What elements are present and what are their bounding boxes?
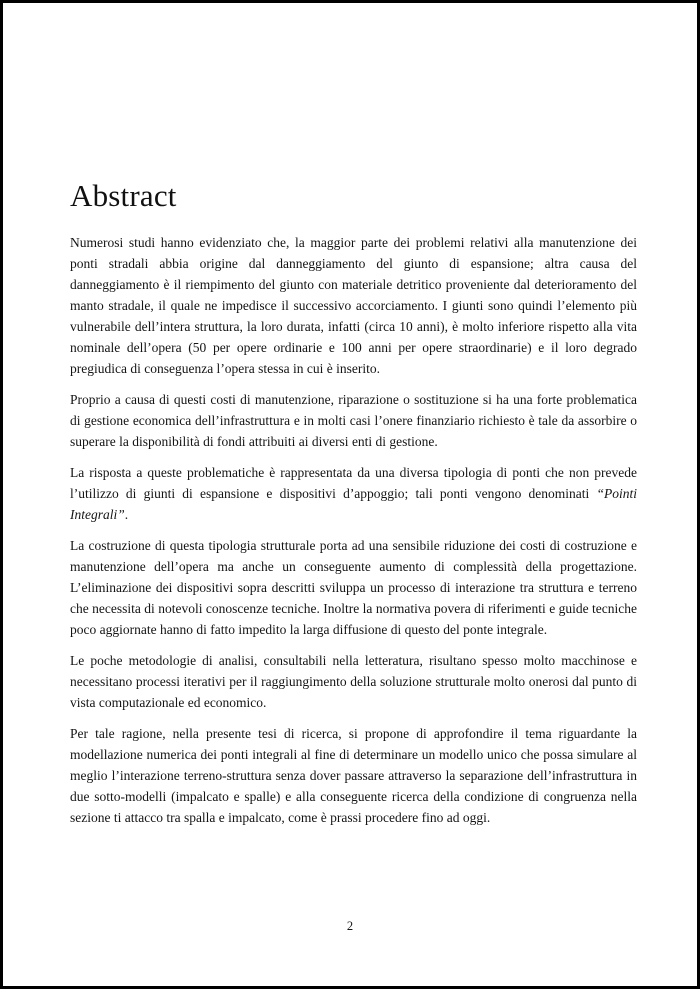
page-number: 2	[346, 919, 354, 933]
paragraph-2: Proprio a causa di questi costi di manutenzione, riparazione o sostituzione si ha una forte problematica di gestione economica dell’infrastruttura e in molti casi l’onere finanziario richiesto è tale da assorbire o superare la disponibilità di fondi attribuiti ai diversi enti di gestione.	[70, 392, 637, 449]
page-title: Abstract	[70, 178, 177, 213]
paragraph-5: Le poche metodologie di analisi, consultabili nella letteratura, risultano spesso molto macchinose e necessitano processi iterativi per il raggiungimento della soluzione strutturale molto onerosi dal punto di vista computazionale ed economico.	[70, 653, 637, 710]
paragraph-3	[70, 462, 637, 525]
paragraph-6: Per tale ragione, nella presente tesi di ricerca, si propone di approfondire il tema riguardante la modellazione numerica dei ponti integrali al fine di determinare un modello unico che possa simulare al meglio l’interazione terreno-struttura senza dover passare attraverso la separazione dell’infrastruttura in due sotto-modelli (impalcato e spalle) e alla conseguente ricerca della condizione di congruenza nella sezione ti attacco tra spalla e impalcato, come è prassi procedere fino ad oggi.	[70, 726, 637, 825]
page-content	[70, 3, 637, 838]
italic-term-pointi-integrali: “Pointi Integrali”	[70, 486, 637, 522]
paragraph-1: Numerosi studi hanno evidenziato che, la maggior parte dei problemi relativi alla manutenzione dei ponti stradali abbia origine dal danneggiamento del giunto di espansione; altra causa del danneggiamento è il riempimento del giunto con materiale detritico proveniente dal deterioramento del manto stradale, il quale ne impedisce il successivo accorciamento. I giunti sono quindi l’elemento più vulnerabile dell’intera struttura, la loro durata, infatti (circa 10 anni), è molto inferiore rispetto alla vita nominale dell’opera (50 per opere ordinarie e 100 anni per opere straordinarie) e il loro degrado pregiudica di conseguenza l’opera stessa in cui è inserito.	[70, 235, 637, 376]
paragraph-3-text: La risposta a queste problematiche è rappresentata da una diversa tipologia di ponti che non prevede l’utilizzo di giunti di espansione e dispositivi d’appoggio; tali ponti vengono denominati	[70, 465, 637, 501]
paragraph-3-period: .	[124, 507, 129, 522]
paragraph-4: La costruzione di questa tipologia strutturale porta ad una sensibile riduzione dei costi di costruzione e manutenzione dell’opera ma anche un conseguente aumento di complessità della progettazione. L’eliminazione dei dispositivi sopra descritti sviluppa un processo di interazione tra struttura e terreno che necessita di notevoli conoscenze tecniche. Inoltre la normativa povera di riferimenti e guide tecniche poco aggiornate hanno di fatto impedito la larga diffusione di questo del ponte integrale.	[70, 538, 637, 637]
